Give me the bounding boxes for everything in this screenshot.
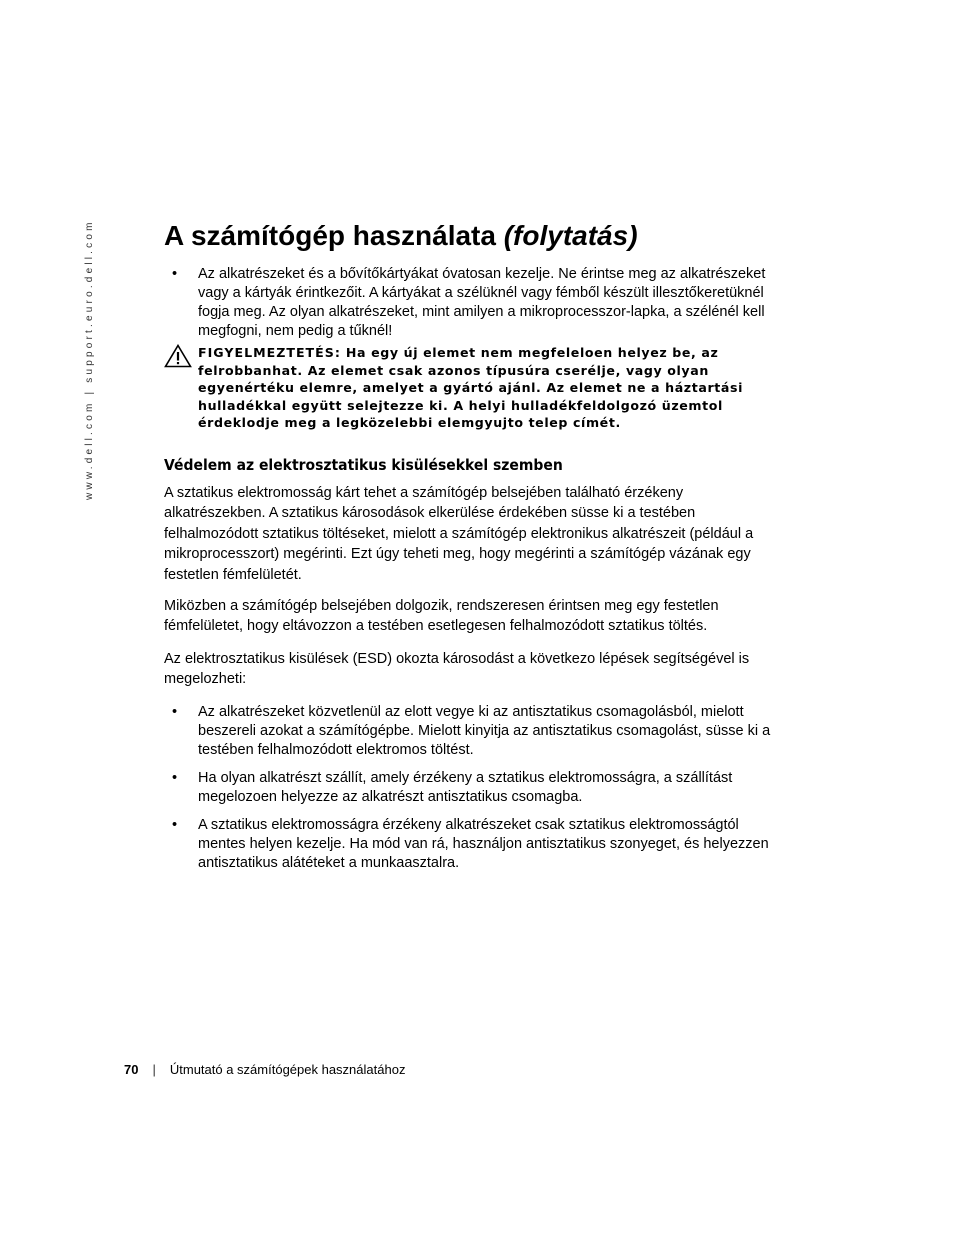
list-item: • A sztatikus elektromosságra érzékeny alkatrészeket csak sztatikus elektromosságtól mentes helyen kezelje. Ha mód van rá, használjon antisztatikus szonyeget, és helyezzen antisztatikus alátéteket a munkaasztalra. (172, 817, 769, 871)
bullet-list-esd (164, 703, 784, 882)
paragraph: Az elektrosztatikus kisülések (ESD) okozta károsodást a következo lépések segítségével is megelozheti: (164, 651, 750, 688)
warning-triangle-icon (164, 344, 192, 368)
footer-title: Útmutató a számítógépek használatához (169, 1062, 406, 1077)
list-item: • Az alkatrészeket közvetlenül az elott vegye ki az antisztatikus csomagolásból, mielott beszereli azokat a számítógépbe. Mielott kinyitja az antisztatikus csomagolást, süsse ki a testében felhalmozódott elektromos töltést. (172, 704, 771, 758)
bullet-icon: • (172, 266, 178, 282)
bullet-list-top (164, 265, 784, 341)
list-item: • Ha olyan alkatrészt szállít, amely érzékeny a sztatikus elektromosságra, a szállítást megelozoen helyezze az alkatrészt antisztatikus csomagba. (172, 770, 733, 805)
paragraph: Miközben a számítógép belsejében dolgozik, rendszeresen érintsen meg egy festetlen fémfelületet, hogy eltávozzon a testében esetlegesen felhalmozódott sztatikus töltés. (164, 598, 719, 635)
page-footer (124, 1062, 405, 1077)
page-title-main: A számítógép használata (164, 220, 496, 251)
sidebar-url-text: www.dell.com | support.euro.dell.com (84, 219, 95, 500)
page-number: 70 (124, 1062, 139, 1077)
page-title-continued: (folytatás) (503, 220, 638, 251)
section-heading: Védelem az elektrosztatikus kisülésekkel szemben (164, 456, 563, 474)
warning-label: FIGYELMEZTETÉS: (198, 345, 341, 360)
bullet-icon: • (172, 704, 178, 720)
warning-box (164, 344, 784, 432)
bullet-icon: • (172, 770, 178, 786)
warning-text: FIGYELMEZTETÉS: Ha egy új elemet nem megfeleloen helyez be, az felrobbanhat. Az elemet csak azonos típusúra cserélje, vagy olyan egyenértéku elemre, amelyet a gyártó ajánl. Az elemet ne a háztartási hulladékkal együtt selejtezze ki. A helyi hulladékfeldolgozó üzemtol érdeklodje meg a legközelebbi elemgyujto telep címét. (198, 345, 743, 431)
list-item: • Az alkatrészeket és a bővítőkártyákat óvatosan kezelje. Ne érintse meg az alkatrészeket vagy a kártyák érintkezőit. A kártyákat a szélüknél vagy fémből készült illesztőkeretüknél fogja meg. Az olyan alkatrészeket, mint amilyen a mikroprocesszor-lapka, a szélénél kell megfogni, nem pedig a tűknél! (172, 266, 766, 339)
sidebar-url (84, 219, 98, 502)
page-title (164, 220, 638, 252)
footer-separator: | (152, 1062, 156, 1077)
bullet-icon: • (172, 817, 178, 833)
paragraph: A sztatikus elektromosság kárt tehet a számítógép belsejében található érzékeny alkatrészekben. A sztatikus károsodások elkerülése érdekében süsse ki a testében felhalmozódott sztatikus töltéseket, mielott a számítógép elektronikus alkatrészeit (például a mikroprocesszort) megérinti. Ezt úgy teheti meg, hogy megérinti a számítógép vázának egy festetlen fémfelületét. (164, 485, 754, 583)
